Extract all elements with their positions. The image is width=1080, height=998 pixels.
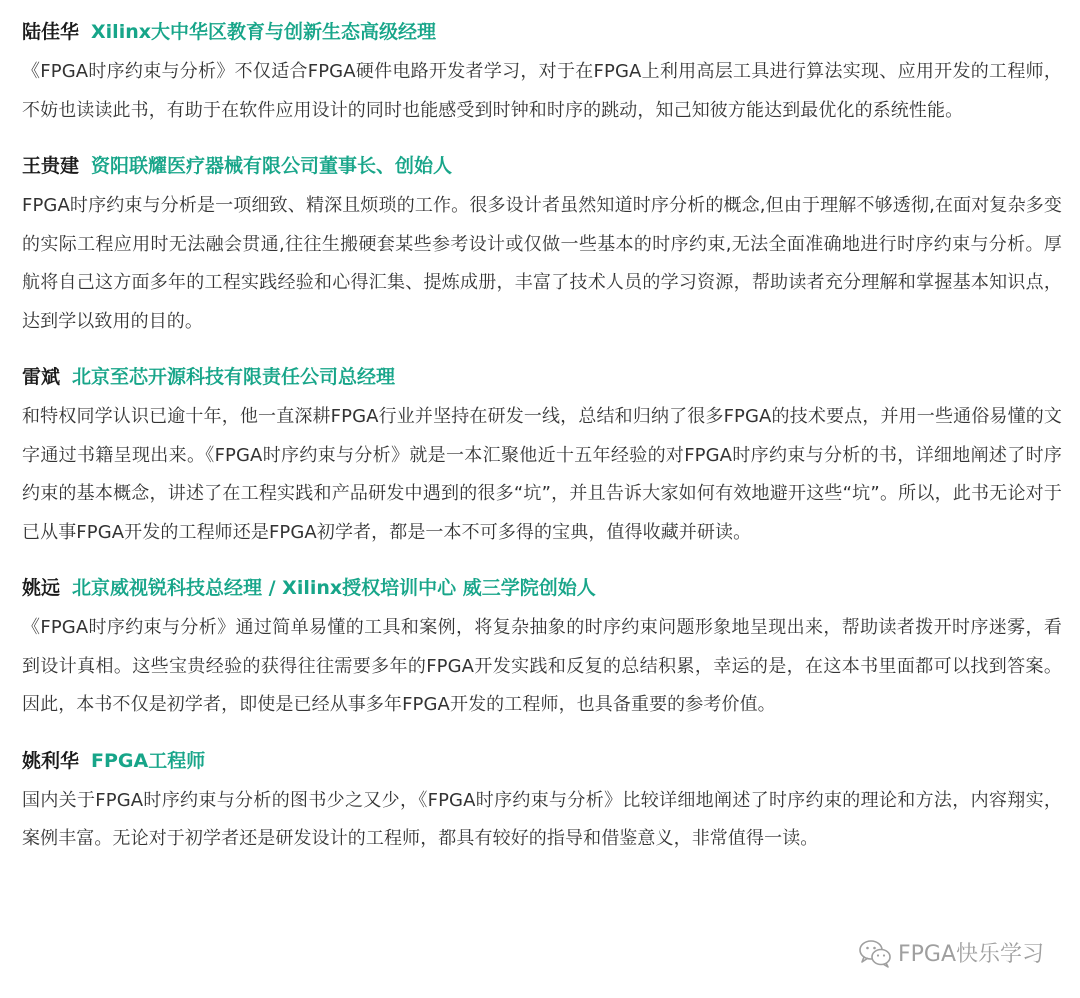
review-header <box>22 747 1062 775</box>
review-header <box>22 18 1062 46</box>
reviewer-title: 北京威视锐科技总经理 / Xilinx授权培训中心 威三学院创始人 <box>72 577 596 599</box>
reviewer-name: 陆佳华 <box>22 21 80 43</box>
reviewer-title: 资阳联耀医疗器械有限公司董事长、创始人 <box>91 155 453 177</box>
reviewer-name: 雷斌 <box>22 366 61 388</box>
review-text: 和特权同学认识已逾十年，他一直深耕FPGA行业并坚持在研发一线，总结和归纳了很多FPGA的技术要点，并用一些通俗易懂的文字通过书籍呈现出来。《FPGA时序约束与分析》就是一本汇聚他近十五年经验的对FPGA时序约束与分析的书，详细地阐述了时序约束的基本概念，讲述了在工程实践和产品研发中遇到的很多“坑”，并且告诉大家如何有效地避开这些“坑”。所以，此书无论对于已从事FPGA开发的工程师还是FPGA初学者，都是一本不可多得的宝典，值得收藏并研读。 <box>22 406 1062 543</box>
reviews-page <box>22 18 1062 881</box>
review-item <box>22 574 1062 725</box>
review-header <box>22 574 1062 602</box>
review-item <box>22 18 1062 130</box>
reviewer-title: Xilinx大中华区教育与创新生态高级经理 <box>91 21 436 43</box>
watermark <box>858 937 1044 968</box>
watermark-text: FPGA快乐学习 <box>897 942 1044 967</box>
review-item <box>22 747 1062 859</box>
review-header <box>22 363 1062 391</box>
review-text: 国内关于FPGA时序约束与分析的图书少之又少，《FPGA时序约束与分析》比较详细地阐述了时序约束的理论和方法，内容翔实，案例丰富。无论对于初学者还是研发设计的工程师，都具有较好的指导和借鉴意义，非常值得一读。 <box>22 789 1062 849</box>
reviewer-title: 北京至芯开源科技有限责任公司总经理 <box>72 366 396 388</box>
review-item <box>22 152 1062 341</box>
wechat-icon <box>858 938 892 968</box>
reviewer-name: 王贵建 <box>22 155 80 177</box>
reviewer-name: 姚利华 <box>22 749 80 772</box>
review-text: 《FPGA时序约束与分析》通过简单易懂的工具和案例，将复杂抽象的时序约束问题形象地呈现出来，帮助读者拨开时序迷雾，看到设计真相。这些宝贵经验的获得往往需要多年的FPGA开发实践和反复的总结积累，幸运的是，在这本书里面都可以找到答案。因此，本书不仅是初学者，即使是已经从事多年FPGA开发的工程师，也具备重要的参考价值。 <box>22 617 1062 715</box>
review-text: 《FPGA时序约束与分析》不仅适合FPGA硬件电路开发者学习，对于在FPGA上利用高层工具进行算法实现、应用开发的工程师，不妨也读读此书，有助于在软件应用设计的同时也能感受到时钟和时序的跳动，知己知彼方能达到最优化的系统性能。 <box>22 61 1062 121</box>
review-text: FPGA时序约束与分析是一项细致、精深且烦琐的工作。很多设计者虽然知道时序分析的概念,但由于理解不够透彻,在面对复杂多变的实际工程应用时无法融会贯通,往往生搬硬套某些参考设计或仅做一些基本的时序约束,无法全面准确地进行时序约束与分析。厚航将自己这方面多年的工程实践经验和心得汇集、提炼成册，丰富了技术人员的学习资源，帮助读者充分理解和掌握基本知识点，达到学以致用的目的。 <box>22 195 1062 332</box>
review-header <box>22 152 1062 180</box>
reviewer-title: FPGA工程师 <box>91 749 206 772</box>
review-item <box>22 363 1062 552</box>
reviewer-name: 姚远 <box>22 577 61 599</box>
